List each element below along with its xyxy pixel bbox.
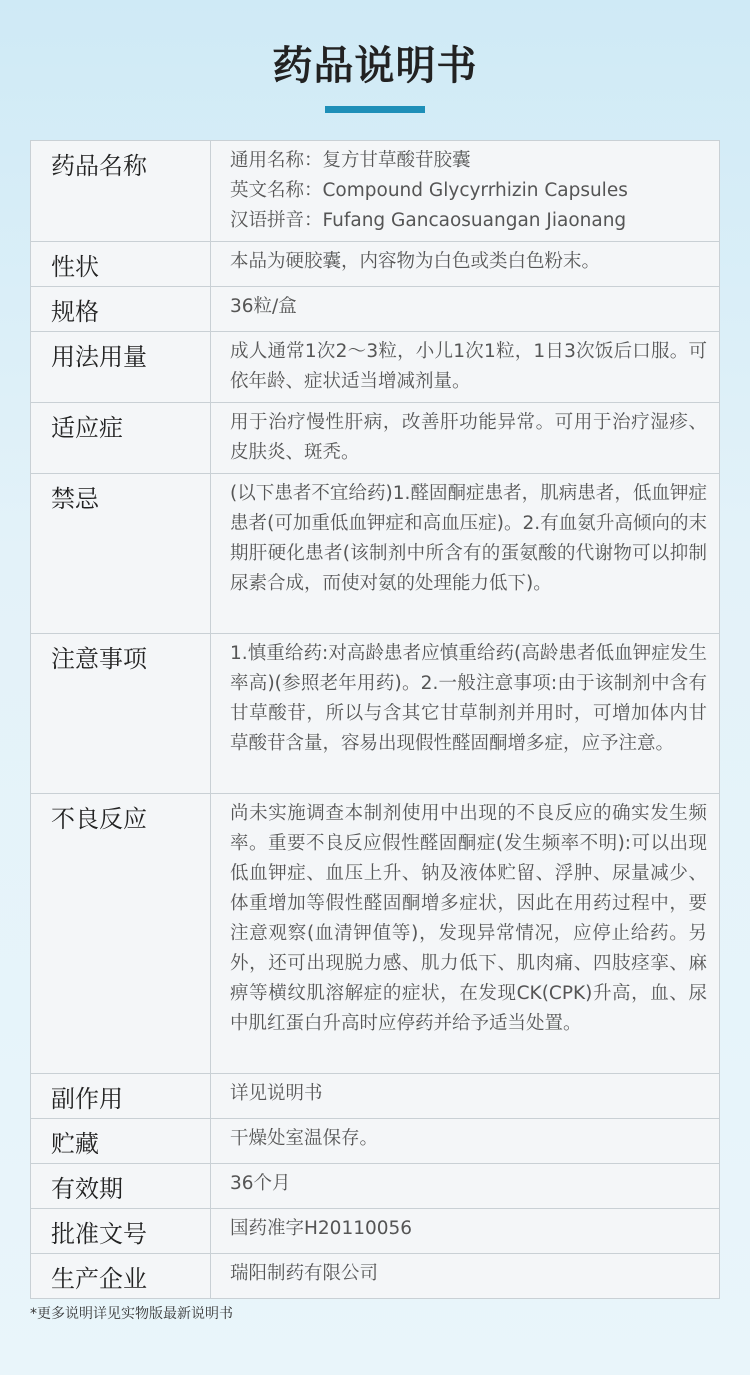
row-value: 瑞阳制药有限公司 <box>211 1254 720 1299</box>
table-row <box>31 634 720 794</box>
row-value: 干燥处室温保存。 <box>211 1119 720 1164</box>
row-value: 36粒/盒 <box>211 287 720 332</box>
row-label: 用法用量 <box>31 332 211 403</box>
pinyin-name: 汉语拼音：Fufang Gancaosuangan Jiaonang <box>230 210 627 231</box>
row-label: 规格 <box>31 287 211 332</box>
row-label: 适应症 <box>31 403 211 474</box>
row-value: 本品为硬胶囊，内容物为白色或类白色粉末。 <box>211 242 720 287</box>
row-label: 注意事项 <box>31 634 211 794</box>
row-value: 36个月 <box>211 1164 720 1209</box>
row-value <box>211 141 720 242</box>
table-row <box>31 474 720 634</box>
table-row <box>31 1074 720 1119</box>
table-row <box>31 794 720 1074</box>
row-value: 详见说明书 <box>211 1074 720 1119</box>
table-row <box>31 332 720 403</box>
row-label: 批准文号 <box>31 1209 211 1254</box>
english-name: 英文名称：Compound Glycyrrhizin Capsules <box>230 180 628 201</box>
row-label: 生产企业 <box>31 1254 211 1299</box>
drug-info-table <box>30 140 720 1299</box>
row-label: 有效期 <box>31 1164 211 1209</box>
row-value: 用于治疗慢性肝病，改善肝功能异常。可用于治疗湿疹、皮肤炎、斑秃。 <box>211 403 720 474</box>
page-title: 药品说明书 <box>272 43 478 89</box>
row-label: 不良反应 <box>31 794 211 1074</box>
row-label: 副作用 <box>31 1074 211 1119</box>
row-label: 药品名称 <box>31 141 211 242</box>
footnote: *更多说明详见实物版最新说明书 <box>30 1306 233 1322</box>
table-row <box>31 141 720 242</box>
table-row <box>31 1164 720 1209</box>
row-value: 成人通常1次2～3粒，小儿1次1粒，1日3次饭后口服。可依年龄、症状适当增减剂量。 <box>211 332 720 403</box>
row-value: (以下患者不宜给药)1.醛固酮症患者，肌病患者，低血钾症患者(可加重低血钾症和高血压症)。2.有血氨升高倾向的末期肝硬化患者(该制剂中所含有的蛋氨酸的代谢物可以抑制尿素合成，而使对氨的处理能力低下)。 <box>211 474 720 634</box>
table-row <box>31 1119 720 1164</box>
row-label: 禁忌 <box>31 474 211 634</box>
row-value: 1.慎重给药:对高龄患者应慎重给药(高龄患者低血钾症发生率高)(参照老年用药)。2.一般注意事项:由于该制剂中含有甘草酸苷，所以与含其它甘草制剂并用时，可增加体内甘草酸苷含量，容易出现假性醛固酮增多症，应予注意。 <box>211 634 720 794</box>
row-value: 国药准字H20110056 <box>211 1209 720 1254</box>
row-label: 性状 <box>31 242 211 287</box>
row-value: 尚未实施调查本制剂使用中出现的不良反应的确实发生频率。重要不良反应假性醛固酮症(发生频率不明):可以出现低血钾症、血压上升、钠及液体贮留、浮肿、尿量减少、体重增加等假性醛固酮增多症状，因此在用药过程中，要注意观察(血清钾值等)，发现异常情况，应停止给药。另外，还可出现脱力感、肌力低下、肌肉痛、四肢痉挛、麻痹等横纹肌溶解症的症状，在发现CK(CPK)升高，血、尿中肌红蛋白升高时应停药并给予适当处置。 <box>211 794 720 1074</box>
title-underline <box>325 106 425 113</box>
generic-name: 通用名称：复方甘草酸苷胶囊 <box>230 150 471 171</box>
table-row <box>31 403 720 474</box>
table-row <box>31 1209 720 1254</box>
table-row <box>31 242 720 287</box>
row-label: 贮藏 <box>31 1119 211 1164</box>
table-row <box>31 287 720 332</box>
table-row <box>31 1254 720 1299</box>
